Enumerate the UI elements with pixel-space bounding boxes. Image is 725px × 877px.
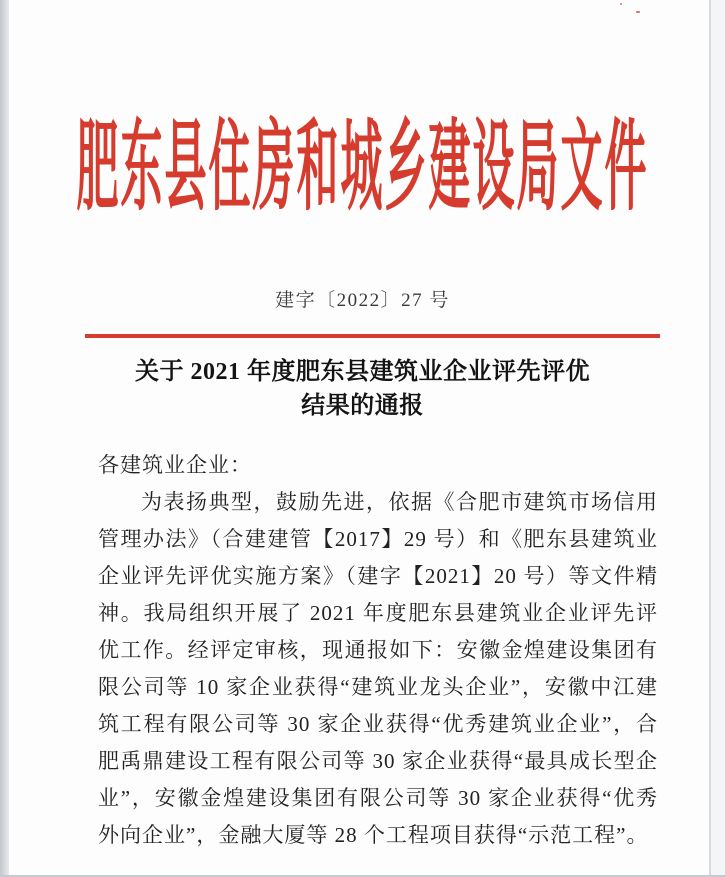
document-title-line-1: 关于 2021 年度肥东县建筑业企业评先评优 <box>135 359 590 385</box>
scan-ink-speck <box>636 11 640 13</box>
red-separator-rule <box>85 334 660 338</box>
salutation-line: 各建筑业企业： <box>98 453 252 477</box>
document-title-line-2: 结果的通报 <box>301 393 424 419</box>
scan-ink-speck <box>620 3 622 5</box>
agency-letterhead-title: 肥东县住房和城乡建设局文件 <box>76 115 649 225</box>
body-paragraph: 为表扬典型，鼓励先进，依据《合肥市建筑市场信用管理办法》（合建建管【2017】29 号）和《肥东县建筑业企业评先评优实施方案》（建字【2021】20 号）等文件精神。我局组织开展了 2021 年度肥东县建筑业企业评先评优工作。经评定审核，现通报如下：安徽金煌建设集团有限公司等 10 家企业获得“建筑业龙头企业”，安徽中江建筑工程有限公司等 30 家企业获得“优秀建筑业企业”，合肥禹鼎建设工程有限公司等 30 家企业获得“最具成长型企业”，安徽金煌建设集团有限公司等 30 家企业获得“优秀外向企业”，金融大厦等 28 个工程项目获得“示范工程”。 <box>98 490 658 847</box>
document-title <box>0 355 725 423</box>
document-reference-number: 建字〔2022〕27 号 <box>275 290 450 311</box>
